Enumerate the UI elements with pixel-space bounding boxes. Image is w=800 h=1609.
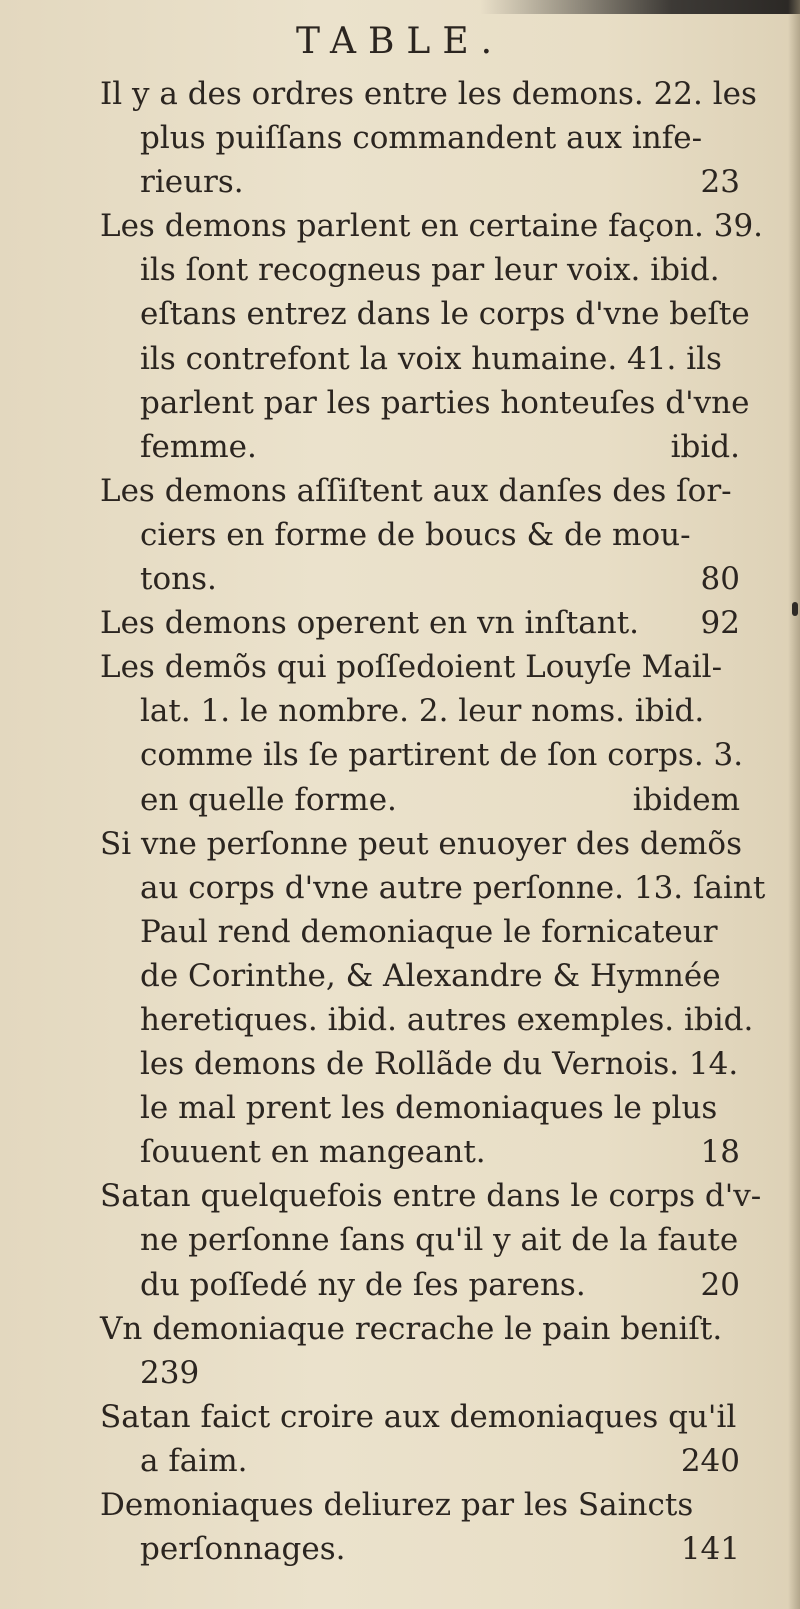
index-line bbox=[100, 337, 740, 381]
index-line bbox=[100, 1263, 740, 1307]
index-line-text: du poſſedé ny de ſes parens. bbox=[140, 1266, 586, 1303]
index-line-text: Satan quelquefois entre dans le corps d'v- bbox=[100, 1178, 762, 1215]
index-line-text: Paul rend demoniaque le fornicateur bbox=[140, 913, 718, 950]
index-line bbox=[100, 469, 740, 513]
page-reference bbox=[743, 733, 753, 777]
page-reference: 23 bbox=[700, 164, 740, 201]
index-line-text: comme ils ſe partirent de ſon corps. 3. bbox=[140, 737, 744, 774]
index-line-text: parlent par les parties honteuſes d'vne bbox=[140, 384, 750, 421]
page-reference bbox=[730, 116, 740, 160]
index-line-text: de Corinthe, & Alexandre & Hymnée bbox=[140, 957, 721, 994]
page-reference bbox=[753, 998, 763, 1042]
index-line-text: Si vne perſonne peut enuoyer des demõs bbox=[100, 825, 743, 862]
page-reference: 92 bbox=[700, 605, 740, 642]
index-line bbox=[100, 954, 740, 998]
page-right-edge bbox=[788, 0, 800, 1609]
index-line bbox=[100, 645, 740, 689]
index-line-text: Demoniaques deliurez par les Saincts bbox=[100, 1487, 694, 1523]
index-line bbox=[100, 1174, 762, 1218]
index-line bbox=[100, 204, 764, 248]
page-reference: 240 bbox=[680, 1442, 740, 1479]
index-line bbox=[100, 1130, 740, 1174]
page-header: TABLE. bbox=[295, 21, 505, 62]
page-reference bbox=[730, 645, 740, 689]
index-line bbox=[100, 292, 750, 336]
index-line-text: femme. bbox=[140, 428, 257, 465]
index-line-text: Les demons operent en vn inſtant. bbox=[100, 605, 640, 642]
index-line bbox=[100, 116, 740, 160]
index-line bbox=[100, 1307, 740, 1351]
page-reference bbox=[730, 337, 740, 381]
page-reference: 141 bbox=[680, 1531, 740, 1568]
index-line bbox=[100, 733, 744, 777]
page-reference bbox=[750, 292, 760, 336]
page-reference bbox=[738, 1218, 748, 1262]
index-line-text: Satan faict croire aux demoniaques qu'il bbox=[100, 1398, 737, 1435]
index-line bbox=[100, 1086, 740, 1130]
index-line-text: perſonnages. bbox=[140, 1531, 346, 1568]
index-line-text: 239 bbox=[140, 1354, 200, 1391]
index-line bbox=[100, 557, 740, 601]
page-reference bbox=[761, 1174, 771, 1218]
index-line bbox=[100, 866, 766, 910]
index-line-text: lat. 1. le nombre. 2. leur noms. ibid. bbox=[140, 693, 705, 730]
index-entries bbox=[100, 72, 766, 1571]
page-reference bbox=[763, 204, 773, 248]
index-line bbox=[100, 513, 740, 557]
index-line-text: ſouuent en mangeant. bbox=[140, 1134, 486, 1171]
index-line bbox=[100, 910, 740, 954]
page-reference: 18 bbox=[700, 1134, 740, 1171]
page-reference bbox=[765, 866, 775, 910]
index-line bbox=[100, 72, 757, 116]
index-line bbox=[100, 689, 740, 733]
index-line bbox=[100, 998, 754, 1042]
index-line-text: les demons de Rollãde du Vernois. 14. bbox=[140, 1046, 739, 1083]
page-reference bbox=[730, 954, 740, 998]
page-reference: ibidem bbox=[632, 781, 740, 818]
index-line-text: eſtans entrez dans le corps d'vne beſte bbox=[140, 296, 750, 333]
page-edge-mark bbox=[792, 602, 798, 616]
index-line bbox=[100, 1483, 740, 1527]
index-line-text: le mal prent les demoniaques le plus bbox=[140, 1090, 718, 1127]
page-top-edge bbox=[480, 0, 800, 14]
index-line-text: ils contrefont la voix humaine. 41. ils bbox=[140, 340, 722, 377]
index-line-text: Les demons parlent en certaine façon. 39. bbox=[100, 208, 764, 245]
index-line bbox=[100, 822, 743, 866]
index-line-text: Il y a des ordres entre les demons. 22. les bbox=[100, 76, 757, 112]
index-line bbox=[100, 425, 740, 469]
index-line-text: Les demons aſſiſtent aux danſes des ſor- bbox=[100, 472, 732, 509]
index-line bbox=[100, 778, 740, 822]
index-line-text: en quelle forme. bbox=[140, 781, 397, 818]
page-reference: 20 bbox=[700, 1266, 740, 1303]
index-line bbox=[100, 1351, 740, 1395]
index-line bbox=[100, 381, 750, 425]
page-reference bbox=[749, 381, 759, 425]
index-line bbox=[100, 248, 740, 292]
page-reference: 80 bbox=[700, 561, 740, 598]
index-line-text: ciers en forme de boucs & de mou- bbox=[140, 516, 691, 553]
page-reference bbox=[730, 513, 740, 557]
page-reference bbox=[732, 469, 742, 513]
page-reference bbox=[730, 248, 740, 292]
page-reference bbox=[738, 1042, 748, 1086]
page-reference: ibid. bbox=[670, 428, 740, 465]
index-line-text: plus puiſſans commandent aux infe- bbox=[140, 120, 703, 157]
page-reference bbox=[730, 1483, 740, 1527]
page-reference bbox=[730, 689, 740, 733]
page-reference bbox=[730, 910, 740, 954]
index-line bbox=[100, 1395, 740, 1439]
page-reference bbox=[730, 1307, 740, 1351]
index-line bbox=[100, 160, 740, 204]
index-line-text: ne perſonne ſans qu'il y ait de la faute bbox=[140, 1222, 739, 1259]
page-reference bbox=[730, 1351, 740, 1395]
index-line bbox=[100, 1527, 740, 1571]
index-line-text: heretiques. ibid. autres exemples. ibid. bbox=[140, 1001, 754, 1038]
index-line-text: Les demõs qui poſſedoient Louyſe Mail- bbox=[100, 649, 723, 686]
index-line bbox=[100, 601, 740, 645]
index-line-text: Vn demoniaque recrache le pain beniſt. bbox=[100, 1310, 723, 1347]
page-reference bbox=[730, 1086, 740, 1130]
index-line-text: tons. bbox=[140, 561, 217, 598]
index-line bbox=[100, 1218, 740, 1262]
index-line-text: rieurs. bbox=[140, 164, 244, 201]
page-reference bbox=[742, 822, 752, 866]
page-reference bbox=[736, 1395, 746, 1439]
index-line-text: au corps d'vne autre perſonne. 13. ſaint bbox=[140, 869, 766, 906]
index-line-text: a faim. bbox=[140, 1442, 248, 1479]
index-line bbox=[100, 1439, 740, 1483]
page-reference bbox=[757, 72, 767, 116]
index-line-text: ils ſont recogneus par leur voix. ibid. bbox=[140, 252, 720, 289]
index-line bbox=[100, 1042, 740, 1086]
